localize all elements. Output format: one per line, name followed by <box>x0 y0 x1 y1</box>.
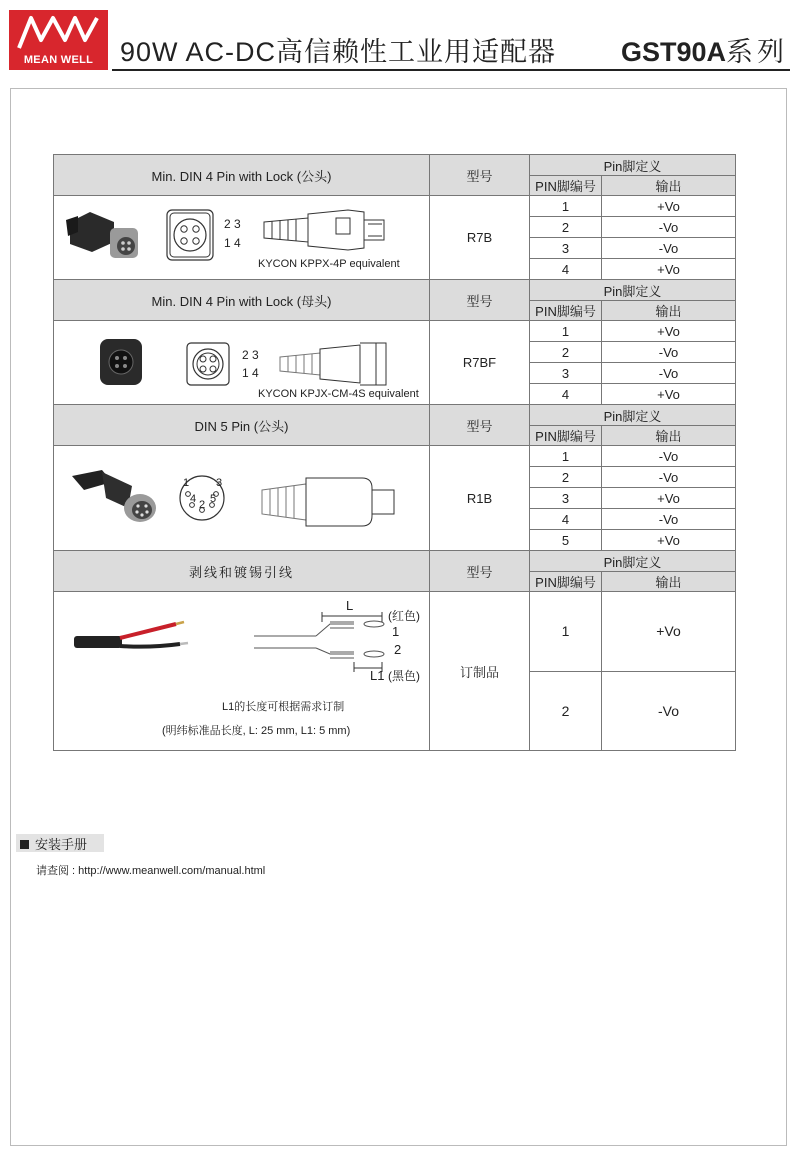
pin-no-header: PIN脚编号 <box>530 426 602 446</box>
pin-number: 1 <box>530 592 602 672</box>
equivalent-label: KYCON KPJX-CM-4S equivalent <box>258 388 419 400</box>
series-label <box>621 30 788 69</box>
section-name-cn: (母头) <box>296 293 332 309</box>
pin-number: 4 <box>530 259 602 280</box>
pin-def-header: Pin脚定义 <box>530 405 736 426</box>
black-wire-label: (黑色) <box>388 669 420 683</box>
pin-number: 2 <box>530 342 602 363</box>
pin-no-header: PIN脚编号 <box>530 572 602 592</box>
manual-link[interactable]: 请查阅 : http://www.meanwell.com/manual.html <box>36 865 266 877</box>
pin-output: +Vo <box>602 196 736 217</box>
section-name <box>54 155 430 196</box>
pin-number: 5 <box>530 530 602 551</box>
section-name-cn: (公头) <box>296 168 332 184</box>
section-header-row <box>54 405 736 426</box>
connector-illustration <box>54 196 430 280</box>
section-name-en: Min. DIN 4 Pin with Lock <box>151 168 294 184</box>
manual-section-header <box>16 834 104 852</box>
pin-output: -Vo <box>602 342 736 363</box>
dim-L-label: L <box>346 598 354 613</box>
output-header: 输出 <box>602 572 736 592</box>
pin-number: 2 <box>530 467 602 488</box>
pin-def-header: Pin脚定义 <box>530 280 736 301</box>
section-name: 剥线和镀锡引线 <box>54 551 430 592</box>
pin-output: +Vo <box>602 488 736 509</box>
pin-output: -Vo <box>602 238 736 259</box>
pin-number: 4 <box>530 509 602 530</box>
page-title: 90W AC-DC高信赖性工业用适配器 <box>120 37 557 67</box>
pin-no-header: PIN脚编号 <box>530 301 602 321</box>
section-name-en: Min. DIN 4 Pin with Lock <box>151 293 294 309</box>
output-header: 输出 <box>602 301 736 321</box>
connector-illustration <box>54 446 430 551</box>
pin-label-bottom: 1 4 <box>242 366 259 380</box>
pin-def-header: Pin脚定义 <box>530 551 736 572</box>
pin-output: -Vo <box>602 217 736 238</box>
connector-illustration <box>54 321 430 405</box>
din5-male-plug-icon <box>54 446 430 552</box>
model-header: 型号 <box>430 405 530 446</box>
pin-output: +Vo <box>602 321 736 342</box>
pin-output: -Vo <box>602 363 736 384</box>
pin-number: 1 <box>530 196 602 217</box>
pin-number: 3 <box>530 238 602 259</box>
square-bullet-icon <box>20 840 29 849</box>
wire-drawing-icon <box>254 612 384 672</box>
pin-label: 1 <box>183 477 190 489</box>
section-name-en: DIN 5 Pin <box>194 418 251 434</box>
model-header: 型号 <box>430 155 530 196</box>
section-name <box>54 280 430 321</box>
connector-spec-table <box>53 154 736 751</box>
output-header: 输出 <box>602 426 736 446</box>
wire-1-label: 1 <box>392 624 400 639</box>
wire-note-length: L1的长度可根据需求订制 <box>222 701 345 713</box>
meanwell-logo <box>9 10 108 70</box>
pin-output: +Vo <box>602 530 736 551</box>
equivalent-label: KYCON KPPX-4P equivalent <box>258 258 400 270</box>
pin-number: 2 <box>530 217 602 238</box>
wire-illustration <box>54 592 430 751</box>
dim-L1-label: L1 <box>370 668 385 683</box>
series-suffix: 系列 <box>726 37 788 67</box>
wire-note-standard: (明纬标准品长度, L: 25 mm, L1: 5 mm) <box>162 725 351 737</box>
wire-photo-icon <box>74 622 188 648</box>
pin-def-header: Pin脚定义 <box>530 155 736 176</box>
manual-title: 安装手册 <box>35 837 88 852</box>
section-header-row <box>54 280 736 301</box>
model-cell: R1B <box>430 446 530 551</box>
pin-label-top: 2 3 <box>224 217 241 231</box>
pin-output: -Vo <box>602 467 736 488</box>
section-name <box>54 405 430 446</box>
model-header: 型号 <box>430 280 530 321</box>
pin-label: 5 <box>210 493 217 505</box>
section-header-row <box>54 551 736 572</box>
model-cell: 订制品 <box>430 592 530 751</box>
pin-output: +Vo <box>602 384 736 405</box>
pin-number: 1 <box>530 321 602 342</box>
pin-no-header: PIN脚编号 <box>530 176 602 196</box>
pin-output: -Vo <box>602 446 736 467</box>
header-divider <box>112 69 790 71</box>
pin-label-top: 2 3 <box>242 348 259 362</box>
series-model: GST90A <box>620 37 726 67</box>
pin-number: 1 <box>530 446 602 467</box>
model-cell: R7B <box>430 196 530 280</box>
pin-label: 2 <box>199 499 206 511</box>
section-header-row <box>54 155 736 176</box>
model-header: 型号 <box>430 551 530 592</box>
pin-output: -Vo <box>602 671 736 751</box>
pin-output: +Vo <box>602 592 736 672</box>
logo-text: MEAN WELL <box>23 54 94 66</box>
pin-output: +Vo <box>602 259 736 280</box>
wire-2-label: 2 <box>394 642 402 657</box>
output-header: 输出 <box>602 176 736 196</box>
pin-number: 3 <box>530 488 602 509</box>
pin-output: -Vo <box>602 509 736 530</box>
red-wire-label: (红色) <box>388 609 420 623</box>
pin-label-bottom: 1 4 <box>224 236 241 250</box>
page-header <box>0 0 800 72</box>
pin-label: 3 <box>216 477 223 489</box>
pin-number: 2 <box>530 671 602 751</box>
pin-label: 4 <box>190 493 197 505</box>
pin-number: 3 <box>530 363 602 384</box>
model-cell: R7BF <box>430 321 530 405</box>
mw-logo-icon <box>9 10 108 54</box>
pin-number: 4 <box>530 384 602 405</box>
section-name-cn: (公头) <box>253 418 289 434</box>
